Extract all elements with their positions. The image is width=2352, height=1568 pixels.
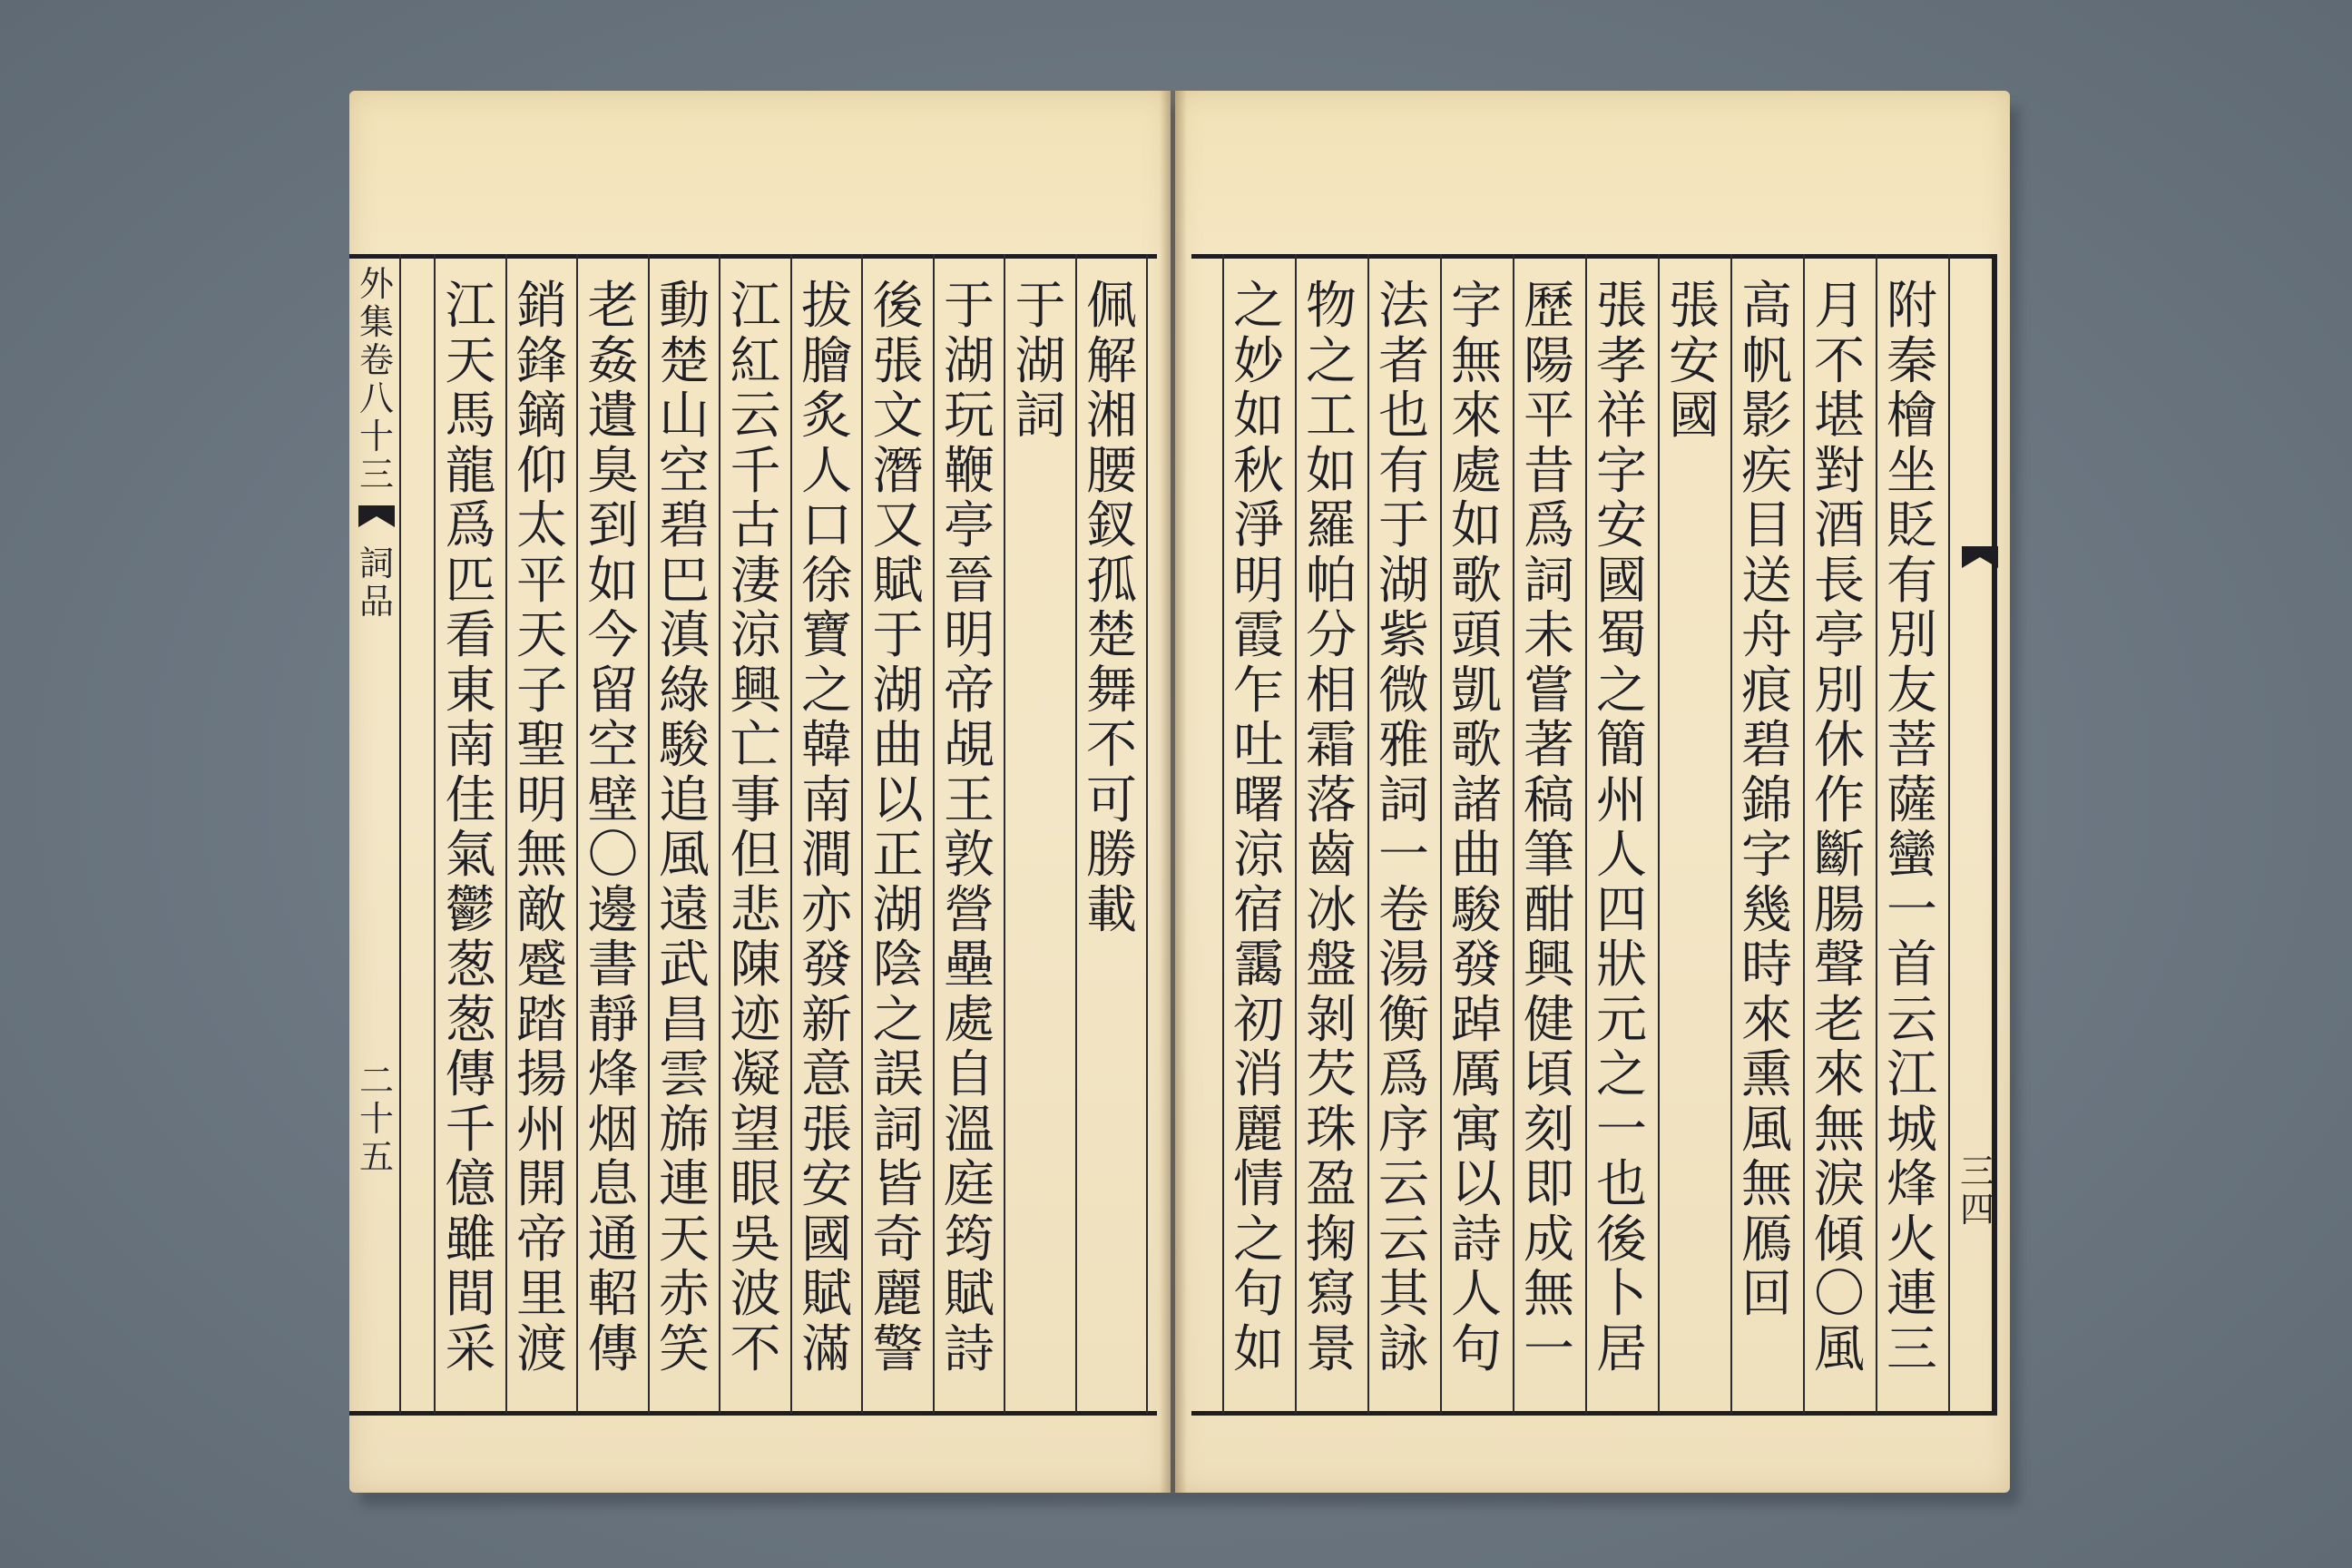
left-page-column-rule <box>861 254 863 1414</box>
left-text-column-8: 老 姦 遺 臭 到 如 今 留 空 壁 〇 邊 書 靜 烽 烟 息 通 軺 傳 <box>587 277 639 1379</box>
right-page-column-rule <box>1876 254 1877 1414</box>
left-text-column-6: 江 紅 云 千 古 淒 涼 興 亡 事 但 悲 陳 迹 凝 望 眼 吳 波 不 <box>730 277 781 1379</box>
left-margin-title: 外 集 卷 八 十 三 <box>358 264 394 495</box>
left-text-column-4: 後 張 文 潛 又 賦 于 湖 曲 以 正 湖 陰 之 誤 詞 皆 奇 麗 警 <box>872 277 924 1379</box>
left-page-column-rule <box>1146 254 1148 1414</box>
right-text-column-7: 字 無 來 處 如 歌 頭 凱 歌 諸 曲 駿 發 踔 厲 寓 以 詩 人 句 <box>1451 277 1502 1379</box>
left-page-column-rule <box>1075 254 1077 1414</box>
left-margin-section: 詞 品 <box>358 544 394 622</box>
left-text-column-7: 動 楚 山 空 碧 巴 滇 綠 駿 追 風 遠 武 昌 雲 旆 連 天 赤 笑 <box>659 277 710 1379</box>
right-page-column-rule <box>1730 254 1732 1414</box>
right-page-column-rule <box>1585 254 1587 1414</box>
left-page-column-rule <box>434 254 436 1414</box>
left-page-column-rule <box>790 254 792 1414</box>
fishtail-mark-icon <box>357 504 397 529</box>
right-text-column-4: 張 安 國 <box>1669 277 1720 446</box>
right-text-column-1: 附 秦 檜 坐 貶 有 別 友 菩 薩 蠻 一 首 云 江 城 烽 火 連 三 <box>1886 277 1937 1379</box>
open-book <box>349 91 2010 1493</box>
book-gutter <box>1160 91 1187 1493</box>
right-text-column-10: 之 妙 如 秋 淨 明 霞 乍 吐 曙 涼 宿 靄 初 消 麗 情 之 句 如 <box>1233 277 1284 1379</box>
left-page-column-rule <box>1004 254 1005 1414</box>
right-fishtail-mark-icon <box>1960 544 2000 570</box>
right-text-column-8: 法 者 也 有 于 湖 紫 微 雅 詞 一 卷 湯 衡 爲 序 云 云 其 詠 <box>1378 277 1429 1379</box>
left-text-column-10: 江 天 馬 龍 爲 匹 看 東 南 佳 氣 鬱 葱 葱 傳 千 億 雖 間 采 <box>445 277 496 1379</box>
left-page-column-rule <box>505 254 507 1414</box>
right-text-column-3: 高 帆 影 疾 目 送 舟 痕 碧 錦 字 幾 時 來 熏 風 無 鴈 回 <box>1741 277 1792 1324</box>
right-page-column-rule <box>1440 254 1442 1414</box>
left-page-column-rule <box>576 254 578 1414</box>
right-text-column-9: 物 之 工 如 羅 帕 分 相 霜 落 齒 冰 盤 剝 芡 珠 盈 掬 寫 景 <box>1306 277 1357 1379</box>
right-page-column-rule <box>1513 254 1514 1414</box>
left-margin-folio: 二 十 五 <box>358 1061 394 1177</box>
right-page-column-rule <box>1222 254 1224 1414</box>
right-text-column-2: 月 不 堪 對 酒 長 亭 別 休 作 斷 腸 聲 老 來 無 淚 傾 〇 風 <box>1814 277 1865 1379</box>
left-text-column-3: 于 湖 玩 鞭 亭 晉 明 帝 覘 王 敦 營 壘 處 自 溫 庭 筠 賦 詩 <box>944 277 995 1379</box>
right-text-column-5: 張 孝 祥 字 安 國 蜀 之 簡 州 人 四 狀 元 之 一 也 後 卜 居 <box>1596 277 1647 1379</box>
left-text-column-2: 于 湖 詞 <box>1014 277 1066 446</box>
right-page-column-rule <box>1295 254 1297 1414</box>
left-page-column-rule <box>933 254 935 1414</box>
left-page-column-rule <box>648 254 650 1414</box>
left-page-column-rule <box>719 254 720 1414</box>
right-page-column-rule <box>1948 254 1950 1414</box>
left-text-column-1: 佩 解 湘 腰 釵 孤 楚 舞 不 可 勝 載 <box>1086 277 1137 940</box>
right-margin-folio: 三 四 <box>1959 1152 1994 1230</box>
left-text-column-5: 拔 膾 炙 人 口 徐 寶 之 韓 南 澗 亦 發 新 意 張 安 國 賦 滿 <box>801 277 852 1379</box>
right-page-column-rule <box>1367 254 1369 1414</box>
left-text-column-9: 銷 鋒 鏑 仰 太 平 天 子 聖 明 無 敵 蹙 踏 揚 州 開 帝 里 渡 <box>516 277 567 1379</box>
left-page-margin-rule <box>399 254 401 1414</box>
right-page-column-rule <box>1658 254 1660 1414</box>
right-text-column-6: 歷 陽 平 昔 爲 詞 未 嘗 著 稿 筆 酣 興 健 頃 刻 即 成 無 一 <box>1524 277 1574 1379</box>
right-page-column-rule <box>1803 254 1805 1414</box>
